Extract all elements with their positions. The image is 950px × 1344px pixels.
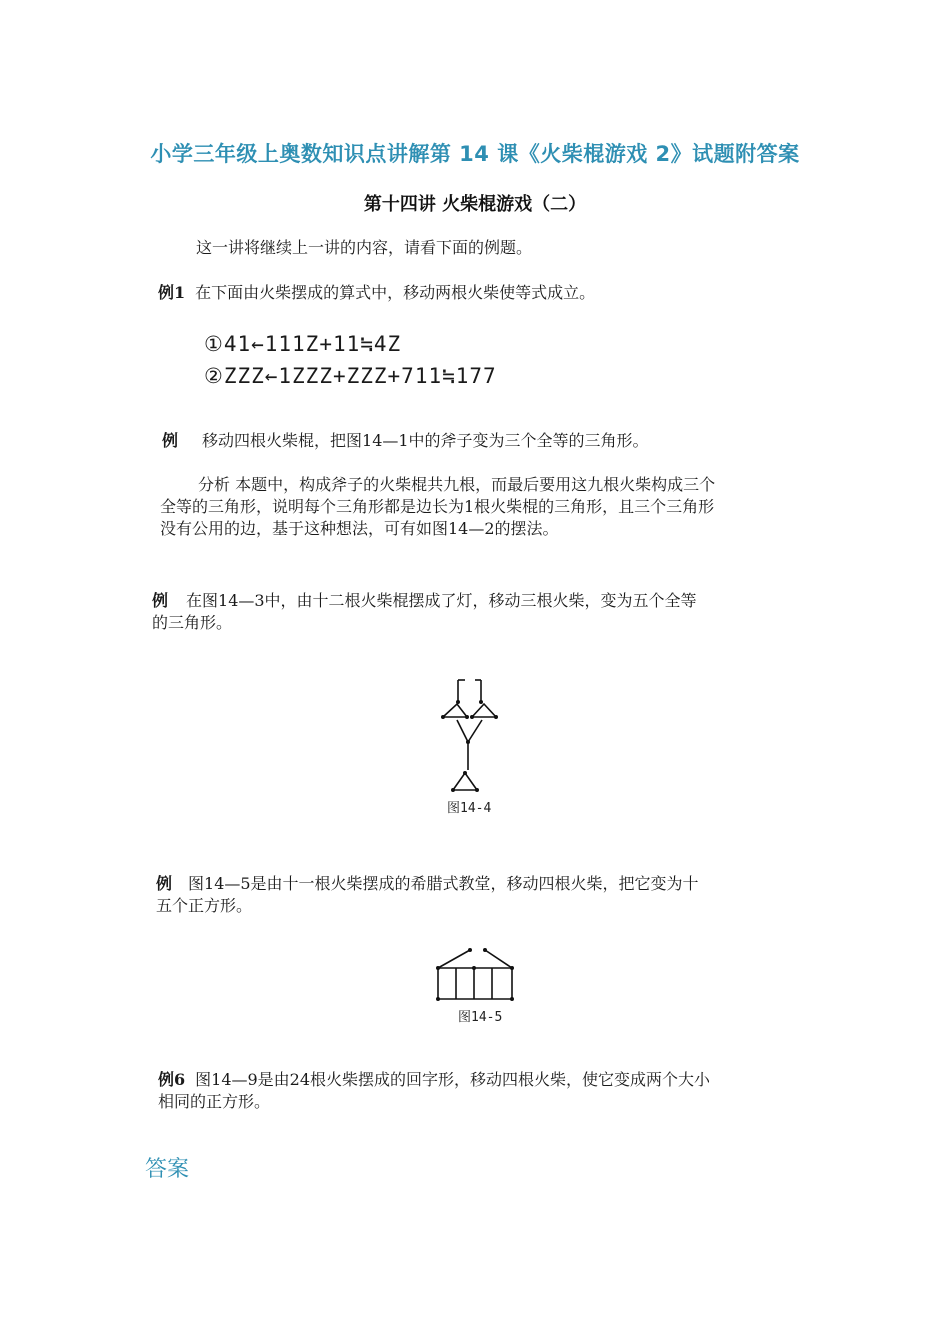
example-6-text-1: 图14—9是由24根火柴摆成的回字形，移动四根火柴，使它变成两个大小 [195,1070,711,1089]
example-2-text: 移动四根火柴棍，把图14—1中的斧子变为三个全等的三角形。 [202,431,649,450]
example-2 [162,430,649,452]
document-title: 小学三年级上奥数知识点讲解第 14 课《火柴棍游戏 2》试题附答案 [150,142,800,166]
example-6 [158,1069,710,1091]
example-4-label: 例 [156,874,173,893]
example-3-label: 例 [152,591,169,610]
example-4-text-2: 五个正方形。 [156,896,253,915]
example-1 [158,282,595,304]
lecture-title: 第十四讲 火柴棍游戏（二） [363,194,587,215]
example-4 [156,873,699,895]
example-1-text: 在下面由火柴摆成的算式中，移动两根火柴使等式成立。 [195,283,596,302]
analysis-line-2: 全等的三角形，说明每个三角形都是边长为1根火柴棍的三角形，且三个三角形 [160,497,715,516]
example-2-label: 例 [162,431,179,450]
example-6-label: 例6 [158,1070,186,1089]
figure-14-5-caption: 图14-5 [458,1010,503,1025]
example-3-text-1: 在图14—3中，由十二根火柴棍摆成了灯，移动三根火柴，变为五个全等 [186,591,697,610]
matchstick-equation-1: ①41←111Z+11≒4Z [204,332,402,356]
analysis-line-3: 没有公用的边，基于这种想法，可有如图14—2的摆法。 [160,519,559,538]
intro-paragraph: 这一讲将继续上一讲的内容，请看下面的例题。 [196,238,533,257]
lamp-matchstick-figure [430,672,520,797]
analysis-line-1: 分析 本题中，构成斧子的火柴棍共九根，而最后要用这九根火柴构成三个 [198,475,716,494]
example-3-text-2: 的三角形。 [152,613,233,632]
example-4-text-1: 图14—5是由十一根火柴摆成的希腊式教堂，移动四根火柴，把它变为十 [188,874,699,893]
example-6-text-2: 相同的正方形。 [158,1092,271,1111]
answer-heading: 答案 [145,1157,190,1182]
example-1-label: 例1 [158,283,186,302]
matchstick-equation-2: ②ZZZ←1ZZZ+ZZZ+711≒177 [204,364,497,388]
church-matchstick-figure [430,944,520,1006]
example-3 [152,590,697,612]
figure-14-4-caption: 图14-4 [447,801,492,816]
